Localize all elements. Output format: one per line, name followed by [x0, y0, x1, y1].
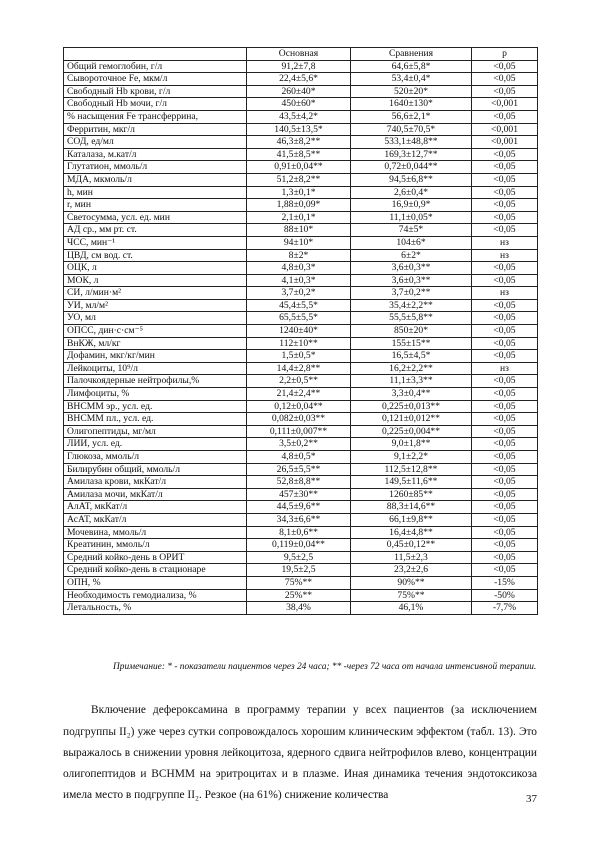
main-group-cell: 34,3±6,6** [247, 513, 351, 526]
p-value-cell: <0,05 [472, 413, 538, 426]
indicator-cell: Сывороточное Fe, мкм/л [64, 73, 247, 86]
table-row [64, 451, 538, 464]
p-value-cell: <0,05 [472, 161, 538, 174]
main-group-cell: 9,5±2,5 [247, 551, 351, 564]
table-row [64, 488, 538, 501]
main-group-cell: 8,1±0,6** [247, 526, 351, 539]
table-row [64, 400, 538, 413]
table-row [64, 236, 538, 249]
body-paragraph: Включение дефероксамина в программу терапии у всех пациентов (за исключением подгруппы II₂) уже через сутки сопровождалось хорошим клиническим эффектом (табл. 13). Это выражалось в снижении уровня лейкоцитоза, ядерного сдвига нейтрофилов влево, концентрации олигопептидов и ВСНММ на эритроцитах и в плазме. Иная динамика течения эндотоксикоза имела место в подгруппе II₂. Резкое (на 61%) снижение количества [63, 704, 537, 802]
indicator-cell: Палочкоядерные нейтрофилы,% [64, 375, 247, 388]
comparison-group-cell: 1260±85** [351, 488, 472, 501]
table-row [64, 425, 538, 438]
table-row [64, 325, 538, 338]
p-value-cell: -50% [472, 589, 538, 602]
indicator-cell: АсАТ, мкКат/л [64, 513, 247, 526]
p-value-cell: <0,05 [472, 551, 538, 564]
p-value-cell: <0,05 [472, 312, 538, 325]
p-value-cell: <0,05 [472, 375, 538, 388]
comparison-group-cell: 0,225±0,004** [351, 425, 472, 438]
main-group-cell: 51,2±8,2** [247, 173, 351, 186]
p-value-cell: -15% [472, 576, 538, 589]
table-row [64, 526, 538, 539]
main-group-cell: 1,3±0,1* [247, 186, 351, 199]
header-p-value: р [472, 48, 538, 61]
indicator-cell: АД ср., мм рт. ст. [64, 224, 247, 237]
comparison-group-cell: 16,9±0,9* [351, 199, 472, 212]
main-group-cell: 44,5±9,6** [247, 501, 351, 514]
main-group-cell: 260±40* [247, 85, 351, 98]
comparison-group-cell: 56,6±2,1* [351, 110, 472, 123]
table-row [64, 110, 538, 123]
indicator-cell: СИ, л/мин·м² [64, 287, 247, 300]
comparison-group-cell: 520±20* [351, 85, 472, 98]
table-row [64, 337, 538, 350]
table-row [64, 73, 538, 86]
main-group-cell: 19,5±2,5 [247, 564, 351, 577]
p-value-cell: <0,05 [472, 211, 538, 224]
main-group-cell: 140,5±13,5* [247, 123, 351, 136]
table-row [64, 60, 538, 73]
p-value-cell: нз [472, 362, 538, 375]
table-row [64, 161, 538, 174]
p-value-cell: <0,05 [472, 463, 538, 476]
indicator-cell: ВнКЖ, мл/кг [64, 337, 247, 350]
table-row [64, 148, 538, 161]
comparison-group-cell: 0,225±0,013** [351, 400, 472, 413]
main-group-cell: 2,1±0,1* [247, 211, 351, 224]
indicator-cell: Дофамин, мкг/кг/мин [64, 350, 247, 363]
indicator-cell: r, мин [64, 199, 247, 212]
p-value-cell: <0,001 [472, 98, 538, 111]
indicator-cell: Летальность, % [64, 602, 247, 615]
comparison-group-cell: 850±20* [351, 325, 472, 338]
p-value-cell: <0,001 [472, 136, 538, 149]
comparison-group-cell: 149,5±11,6** [351, 476, 472, 489]
p-value-cell: <0,05 [472, 425, 538, 438]
indicator-cell: Амилаза мочи, мкКат/л [64, 488, 247, 501]
comparison-group-cell: 11,5±2,3 [351, 551, 472, 564]
comparison-group-cell: 23,2±2,6 [351, 564, 472, 577]
table-note: Примечание: * - показатели пациентов через 24 часа; ** -через 72 часа от начала интенсивной терапии. [113, 662, 537, 673]
main-group-cell: 14,4±2,8** [247, 362, 351, 375]
indicator-cell: УО, мл [64, 312, 247, 325]
indicator-cell: Средний койко-день в ОРИТ [64, 551, 247, 564]
comparison-group-cell: 104±6* [351, 236, 472, 249]
main-group-cell: 8±2* [247, 249, 351, 262]
header-main-group: Основная [247, 48, 351, 61]
table-row [64, 287, 538, 300]
main-group-cell: 21,4±2,4** [247, 388, 351, 401]
indicator-cell: МДА, мкмоль/л [64, 173, 247, 186]
indicator-cell: ЧСС, мин⁻¹ [64, 236, 247, 249]
indicator-cell: Лейкоциты, 10⁹/л [64, 362, 247, 375]
main-group-cell: 3,7±0,2* [247, 287, 351, 300]
comparison-group-cell: 46,1% [351, 602, 472, 615]
p-value-cell: <0,05 [472, 488, 538, 501]
comparison-group-cell: 0,72±0,044** [351, 161, 472, 174]
indicator-cell: Глюкоза, ммоль/л [64, 451, 247, 464]
indicator-cell: ЦВД, см вод. ст. [64, 249, 247, 262]
comparison-group-cell: 90%** [351, 576, 472, 589]
p-value-cell: нз [472, 249, 538, 262]
comparison-group-cell: 3,6±0,3** [351, 274, 472, 287]
table-header-row [64, 48, 538, 61]
main-group-cell: 91,2±7,8 [247, 60, 351, 73]
comparison-group-cell: 16,4±4,8** [351, 526, 472, 539]
p-value-cell: <0,05 [472, 388, 538, 401]
table-row [64, 539, 538, 552]
p-value-cell: <0,05 [472, 476, 538, 489]
main-group-cell: 94±10* [247, 236, 351, 249]
comparison-group-cell: 16,2±2,2** [351, 362, 472, 375]
indicator-cell: Необходимость гемодиализа, % [64, 589, 247, 602]
indicator-cell: УИ, мл/м² [64, 299, 247, 312]
p-value-cell: <0,05 [472, 148, 538, 161]
main-group-cell: 26,5±5,5** [247, 463, 351, 476]
indicator-cell: Амилаза крови, мкКат/л [64, 476, 247, 489]
main-group-cell: 0,91±0,04** [247, 161, 351, 174]
p-value-cell: <0,05 [472, 199, 538, 212]
table-row [64, 463, 538, 476]
comparison-group-cell: 3,7±0,2** [351, 287, 472, 300]
table-row [64, 564, 538, 577]
indicator-cell: Креатинин, ммоль/л [64, 539, 247, 552]
indicator-cell: Общий гемоглобин, г/л [64, 60, 247, 73]
p-value-cell: <0,05 [472, 438, 538, 451]
table-row [64, 375, 538, 388]
comparison-group-cell: 66,1±9,8** [351, 513, 472, 526]
table-row [64, 224, 538, 237]
header-indicator [64, 48, 247, 61]
p-value-cell: <0,05 [472, 501, 538, 514]
comparison-group-cell: 74±5* [351, 224, 472, 237]
indicator-cell: Лимфоциты, % [64, 388, 247, 401]
indicator-cell: Свободный Hb крови, г/л [64, 85, 247, 98]
p-value-cell: <0,05 [472, 224, 538, 237]
indicator-cell: Мочевина, ммоль/л [64, 526, 247, 539]
main-group-cell: 2,2±0,5** [247, 375, 351, 388]
main-group-cell: 52,8±8,8** [247, 476, 351, 489]
comparison-group-cell: 155±15** [351, 337, 472, 350]
page-number: 37 [526, 793, 537, 805]
indicator-cell: Билирубин общий, ммоль/л [64, 463, 247, 476]
indicator-cell: ОПН, % [64, 576, 247, 589]
main-group-cell: 65,5±5,5* [247, 312, 351, 325]
indicator-cell: ОЦК, л [64, 262, 247, 275]
comparison-group-cell: 53,4±0,4* [351, 73, 472, 86]
table-row [64, 362, 538, 375]
comparison-group-cell: 11,1±0,05* [351, 211, 472, 224]
p-value-cell: <0,001 [472, 123, 538, 136]
main-group-cell: 4,8±0,3* [247, 262, 351, 275]
comparison-group-cell: 3,3±0,4** [351, 388, 472, 401]
table-row [64, 312, 538, 325]
p-value-cell: <0,05 [472, 262, 538, 275]
p-value-cell: <0,05 [472, 564, 538, 577]
p-value-cell: <0,05 [472, 513, 538, 526]
main-group-cell: 75%** [247, 576, 351, 589]
comparison-group-cell: 88,3±14,6** [351, 501, 472, 514]
p-value-cell: <0,05 [472, 350, 538, 363]
comparison-group-cell: 112,5±12,8** [351, 463, 472, 476]
indicator-cell: Свободный Hb мочи, г/л [64, 98, 247, 111]
comparison-group-cell: 16,5±4,5* [351, 350, 472, 363]
comparison-group-cell: 3,6±0,3** [351, 262, 472, 275]
main-group-cell: 45,4±5,5* [247, 299, 351, 312]
comparison-group-cell: 0,121±0,012** [351, 413, 472, 426]
p-value-cell: <0,05 [472, 186, 538, 199]
comparison-group-cell: 35,4±2,2** [351, 299, 472, 312]
comparison-group-cell: 169,3±12,7** [351, 148, 472, 161]
comparison-group-cell: 533,1±48,8** [351, 136, 472, 149]
indicator-cell: h, мин [64, 186, 247, 199]
indicator-cell: ВНСММ эр., усл. ед. [64, 400, 247, 413]
p-value-cell: <0,05 [472, 451, 538, 464]
main-group-cell: 1240±40* [247, 325, 351, 338]
p-value-cell: <0,05 [472, 325, 538, 338]
p-value-cell: <0,05 [472, 539, 538, 552]
main-group-cell: 1,88±0,09* [247, 199, 351, 212]
table-row [64, 438, 538, 451]
indicator-cell: Средний койко-день в стационаре [64, 564, 247, 577]
comparison-group-cell: 740,5±70,5* [351, 123, 472, 136]
p-value-cell: <0,05 [472, 526, 538, 539]
indicator-cell: МОК, л [64, 274, 247, 287]
indicator-cell: Светосумма, усл. ед. мин [64, 211, 247, 224]
p-value-cell: <0,05 [472, 337, 538, 350]
table-row [64, 388, 538, 401]
p-value-cell: <0,05 [472, 173, 538, 186]
main-group-cell: 0,119±0,04** [247, 539, 351, 552]
indicator-cell: ВНСММ пл., усл. ед. [64, 413, 247, 426]
main-group-cell: 25%** [247, 589, 351, 602]
indicator-cell: Каталаза, м.кат/л [64, 148, 247, 161]
comparison-group-cell: 55,5±5,8** [351, 312, 472, 325]
p-value-cell: <0,05 [472, 274, 538, 287]
p-value-cell: -7,7% [472, 602, 538, 615]
indicator-cell: Глутатион, ммоль/л [64, 161, 247, 174]
main-group-cell: 1,5±0,5* [247, 350, 351, 363]
table-row [64, 274, 538, 287]
main-group-cell: 88±10* [247, 224, 351, 237]
table-row [64, 85, 538, 98]
comparison-group-cell: 64,6±5,8* [351, 60, 472, 73]
comparison-group-cell: 2,6±0,4* [351, 186, 472, 199]
table-row [64, 413, 538, 426]
main-group-cell: 4,1±0,3* [247, 274, 351, 287]
table-row [64, 602, 538, 615]
p-value-cell: <0,05 [472, 110, 538, 123]
table-row [64, 299, 538, 312]
indicator-cell: ЛИИ, усл. ед. [64, 438, 247, 451]
main-group-cell: 450±60* [247, 98, 351, 111]
table-row [64, 576, 538, 589]
main-group-cell: 0,111±0,007** [247, 425, 351, 438]
indicator-cell: АлАТ, мкКат/л [64, 501, 247, 514]
main-group-cell: 457±30** [247, 488, 351, 501]
comparison-group-cell: 11,1±3,3** [351, 375, 472, 388]
comparison-group-cell: 6±2* [351, 249, 472, 262]
indicator-cell: Олигопептиды, мг/мл [64, 425, 247, 438]
main-group-cell: 43,5±4,2* [247, 110, 351, 123]
p-value-cell: <0,05 [472, 73, 538, 86]
p-value-cell: нз [472, 287, 538, 300]
indicator-cell: СОД, ед/мл [64, 136, 247, 149]
indicator-cell: % насыщения Fe трансферрина, [64, 110, 247, 123]
table-row [64, 136, 538, 149]
table-row [64, 350, 538, 363]
main-group-cell: 0,082±0,03** [247, 413, 351, 426]
p-value-cell: <0,05 [472, 299, 538, 312]
p-value-cell: нз [472, 236, 538, 249]
main-group-cell: 4,8±0,5* [247, 451, 351, 464]
comparison-group-cell: 75%** [351, 589, 472, 602]
p-value-cell: <0,05 [472, 85, 538, 98]
comparison-group-cell: 94,5±6,8** [351, 173, 472, 186]
table-row [64, 186, 538, 199]
comparison-group-cell: 0,45±0,12** [351, 539, 472, 552]
table-row [64, 98, 538, 111]
table-row [64, 589, 538, 602]
table-row [64, 501, 538, 514]
table-row [64, 551, 538, 564]
table-row [64, 262, 538, 275]
header-comparison-group: Сравнения [351, 48, 472, 61]
main-group-cell: 41,5±8,5** [247, 148, 351, 161]
comparison-group-cell: 9,0±1,8** [351, 438, 472, 451]
indicator-cell: Ферритин, мкг/л [64, 123, 247, 136]
main-group-cell: 46,3±8,2** [247, 136, 351, 149]
indicator-cell: ОПСС, дин·с·см⁻⁵ [64, 325, 247, 338]
table-row [64, 173, 538, 186]
comparison-group-cell: 1640±130* [351, 98, 472, 111]
main-group-cell: 38,4% [247, 602, 351, 615]
p-value-cell: <0,05 [472, 60, 538, 73]
table-row [64, 199, 538, 212]
main-group-cell: 3,5±0,2** [247, 438, 351, 451]
table-row [64, 513, 538, 526]
lab-results-table [63, 47, 538, 615]
table-body [64, 60, 538, 614]
p-value-cell: <0,05 [472, 400, 538, 413]
comparison-group-cell: 9,1±2,2* [351, 451, 472, 464]
main-group-cell: 22,4±5,6* [247, 73, 351, 86]
table-row [64, 476, 538, 489]
main-group-cell: 112±10** [247, 337, 351, 350]
table-row [64, 123, 538, 136]
main-group-cell: 0,12±0,04** [247, 400, 351, 413]
table-row [64, 249, 538, 262]
table-row [64, 211, 538, 224]
